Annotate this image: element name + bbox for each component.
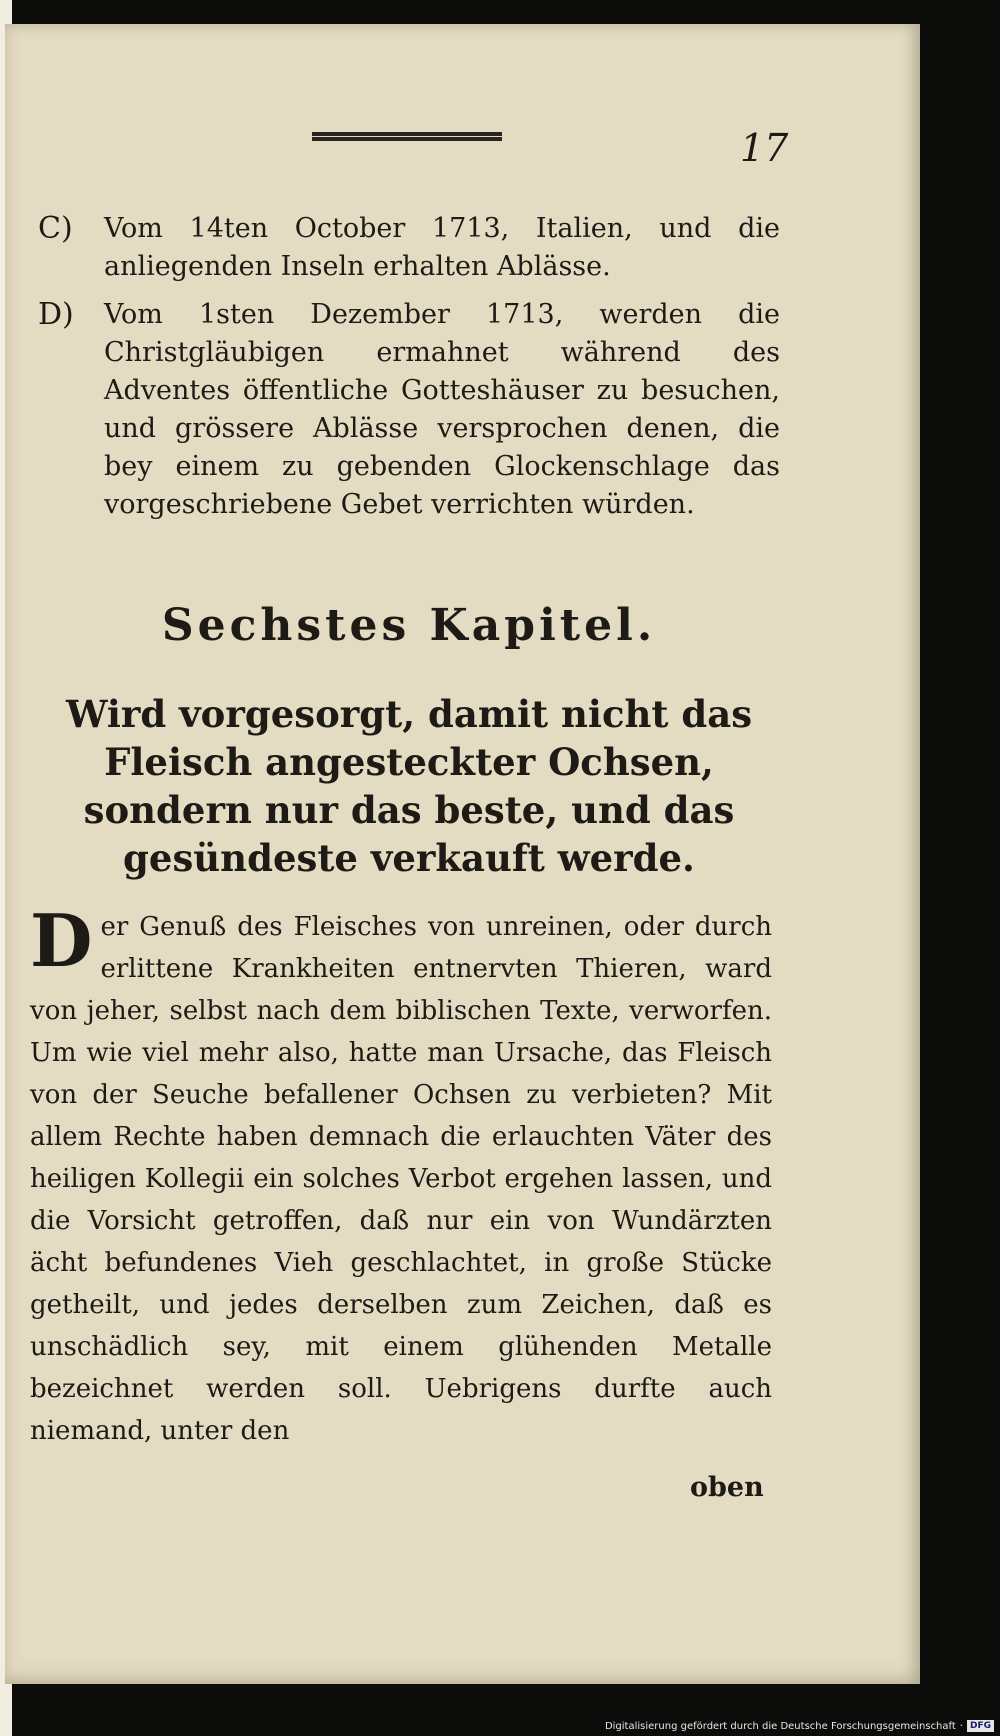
chapter-title: Sechstes Kapitel. (161, 600, 657, 651)
chapter-subtitle: Wird vorgesorgt, damit nicht das Fleisch angesteckter Ochsen, sondern nur das beste, und das gesündeste verkauft werde. (65, 692, 753, 880)
catchword: oben (690, 1472, 764, 1503)
header-rule (312, 132, 502, 141)
item-letter: D) (38, 297, 74, 332)
list-item-c (38, 210, 780, 286)
page-number: 17 (740, 126, 789, 170)
credit-text: Digitalisierung gefördert durch die Deutsche Forschungsgemeinschaft (604, 1720, 956, 1732)
list-item-d (38, 296, 780, 524)
body-paragraph (30, 898, 772, 1452)
drop-cap: D (30, 898, 93, 983)
item-text: Vom 1sten Dezember 1713, werden die Christgläubigen ermahnet während des Adventes öffentliche Gotteshäuser zu besuchen, und grössere Ablässe versprochen denen, die bey einem zu gebenden Glockenschlage das vorgeschriebene Gebet verrichten würden. (104, 299, 780, 520)
item-text: Vom 14ten October 1713, Italien, und die anliegenden Inseln erhalten Ablässe. (104, 213, 780, 282)
paragraph-text: er Genuß des Fleisches von unreinen, oder durch erlittene Krankheiten entnervten Thieren, ward von jeher, selbst nach dem biblischen Texte, verworfen. Um wie viel mehr also, hatte man Ursache, das Fleisch von der Seuche befallener Ochsen zu verbieten? Mit allem Rechte haben demnach die erlauchten Väter des heiligen Kollegii ein solches Verbot ergehen lassen, und die Vorsicht getroffen, daß nur ein von Wundärzten ächt befundenes Vieh geschlachtet, in große Stücke getheilt, und jedes derselben zum Zeichen, daß es unschädlich sey, mit einem glühenden Metalle bezeichnet werden soll. Uebrigens durfte auch niemand, unter den (30, 912, 772, 1446)
digitization-credit: Digitalisierung gefördert durch die Deutsche Forschungsgemeinschaft · DFG (605, 1718, 994, 1734)
dfg-logo: DFG (967, 1720, 994, 1732)
item-letter: C) (38, 211, 73, 246)
